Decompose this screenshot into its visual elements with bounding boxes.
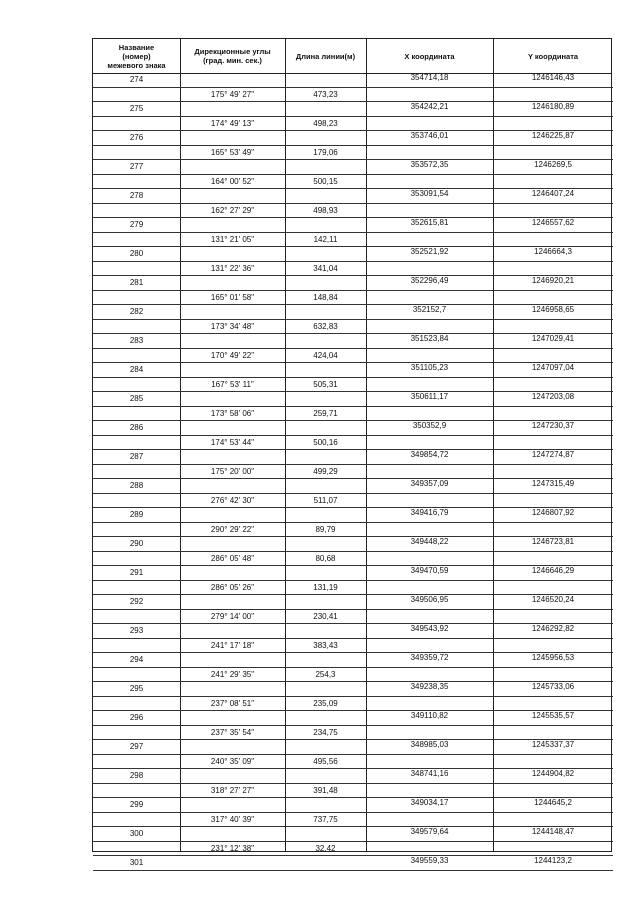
line-length-value: 32,42	[315, 843, 336, 853]
x-coordinate-value: 353746,01	[410, 131, 449, 140]
x-coordinate-value: 349506,95	[410, 595, 449, 604]
directional-angle-value: 231° 12' 38"	[210, 843, 255, 853]
y-coordinate-value: 1247315,49	[531, 479, 575, 488]
row-rule	[93, 435, 613, 436]
directional-angle-value: 165° 01' 58"	[210, 292, 255, 302]
y-coordinate-value: 1245337,37	[531, 740, 575, 749]
x-coordinate-value: 349110,82	[410, 711, 449, 720]
y-coordinate-value: 1245535,57	[531, 711, 575, 720]
x-coordinate-value: 354714,18	[410, 73, 449, 82]
y-coordinate-value: 1246269,5	[534, 160, 572, 169]
line-length-value: 498,93	[313, 205, 338, 215]
directional-angle-value: 165° 53' 49"	[210, 147, 255, 157]
line-length-value: 500,16	[313, 437, 338, 447]
y-coordinate-value: 1247203,08	[531, 392, 575, 401]
line-length-value: 148,84	[313, 292, 338, 302]
line-length-value: 230,41	[313, 611, 338, 621]
point-number: 280	[129, 249, 144, 258]
directional-angle-value: 237° 35' 54"	[210, 727, 255, 737]
line-length-value: 383,43	[313, 640, 338, 650]
line-length-value: 499,29	[313, 466, 338, 476]
point-number: 296	[129, 713, 144, 722]
y-coordinate-value: 1244123,2	[534, 856, 572, 865]
point-number: 285	[129, 394, 144, 403]
point-number: 292	[129, 597, 144, 606]
directional-angle-value: 237° 08' 51"	[210, 698, 255, 708]
directional-angle-value: 286° 05' 26"	[210, 582, 255, 592]
row-rule	[93, 261, 613, 262]
line-length-value: 341,04	[313, 263, 338, 273]
y-coordinate-value: 1246225,87	[531, 131, 575, 140]
y-coordinate-value: 1246920,21	[531, 276, 575, 285]
y-coordinate-value: 1246723,81	[531, 537, 575, 546]
boundary-coordinates-table	[92, 38, 612, 867]
line-length-value: 473,23	[313, 89, 338, 99]
header-x-text: X координата	[404, 51, 455, 61]
x-coordinate-value: 352521,92	[410, 247, 449, 256]
x-coordinate-value: 350611,17	[410, 392, 449, 401]
y-coordinate-value: 1246407,24	[531, 189, 575, 198]
point-number: 289	[129, 510, 144, 519]
x-coordinate-value: 349359,72	[410, 653, 449, 662]
point-number: 290	[129, 539, 144, 548]
row-rule	[93, 464, 613, 465]
row-rule	[93, 870, 613, 871]
row-rule	[93, 319, 613, 320]
line-length-value: 179,06	[313, 147, 338, 157]
y-coordinate-value: 1246664,3	[534, 247, 572, 256]
row-rule	[93, 783, 613, 784]
header-point-name-line1: Название	[118, 42, 155, 52]
x-coordinate-value: 349416,79	[410, 508, 449, 517]
directional-angle-value: 164° 00' 52"	[210, 176, 255, 186]
x-coordinate-value: 349034,17	[410, 798, 449, 807]
line-length-value: 391,48	[313, 785, 338, 795]
row-rule	[93, 116, 613, 117]
y-coordinate-value: 1246146,43	[531, 73, 575, 82]
y-coordinate-value: 1244645,2	[534, 798, 572, 807]
header-point-name-line3: межевого знака	[107, 60, 166, 70]
y-coordinate-value: 1247274,87	[531, 450, 575, 459]
header-y-text: Y координата	[527, 51, 579, 61]
directional-angle-value: 279° 14' 00"	[210, 611, 255, 621]
point-number: 301	[129, 858, 144, 867]
row-rule	[93, 725, 613, 726]
directional-angle-value: 175° 20' 00"	[210, 466, 255, 476]
header-directional-angles	[180, 39, 285, 73]
header-angles-line2: (град. мин. сек.)	[203, 56, 262, 65]
directional-angle-value: 131° 22' 36"	[210, 263, 255, 273]
line-length-value: 80,68	[315, 553, 336, 563]
point-number: 287	[129, 452, 144, 461]
point-number: 274	[129, 75, 144, 84]
directional-angle-value: 317° 40' 39"	[210, 814, 255, 824]
header-point-name	[93, 39, 180, 73]
point-number: 286	[129, 423, 144, 432]
line-length-value: 498,23	[313, 118, 338, 128]
directional-angle-value: 276° 42' 30"	[210, 495, 255, 505]
directional-angle-value: 174° 53' 44"	[210, 437, 255, 447]
row-rule	[93, 377, 613, 378]
x-coordinate-value: 349559,33	[410, 856, 449, 865]
line-length-value: 424,04	[313, 350, 338, 360]
x-coordinate-value: 349579,64	[410, 827, 449, 836]
line-length-value: 259,71	[313, 408, 338, 418]
directional-angle-value: 173° 34' 48"	[210, 321, 255, 331]
directional-angle-value: 131° 21' 05"	[210, 234, 255, 244]
x-coordinate-value: 352615,81	[410, 218, 449, 227]
row-rule	[93, 406, 613, 407]
directional-angle-value: 170° 49' 22"	[210, 350, 255, 360]
point-number: 291	[129, 568, 144, 577]
directional-angle-value: 286° 05' 48"	[210, 553, 255, 563]
line-length-value: 254,3	[315, 669, 336, 679]
point-number: 284	[129, 365, 144, 374]
row-rule	[93, 174, 613, 175]
line-length-value: 142,11	[313, 234, 338, 244]
row-rule	[93, 493, 613, 494]
row-rule	[93, 812, 613, 813]
point-number: 295	[129, 684, 144, 693]
header-angles-line1: Дирекционные углы	[194, 47, 271, 56]
directional-angle-value: 167° 53' 11"	[211, 379, 254, 389]
x-coordinate-value: 348985,03	[410, 740, 449, 749]
row-rule	[93, 609, 613, 610]
line-length-value: 511,07	[313, 495, 338, 505]
line-length-value: 500,15	[313, 176, 338, 186]
line-length-value: 131,19	[313, 582, 338, 592]
header-length-text: Длина линии(м)	[295, 51, 356, 61]
line-length-value: 737,75	[313, 814, 338, 824]
y-coordinate-value: 1244904,82	[531, 769, 575, 778]
y-coordinate-value: 1246646,29	[531, 566, 575, 575]
x-coordinate-value: 351105,23	[410, 363, 449, 372]
line-length-value: 632,83	[313, 321, 338, 331]
y-coordinate-value: 1246520,24	[531, 595, 575, 604]
x-coordinate-value: 348741,16	[410, 769, 449, 778]
point-number: 283	[129, 336, 144, 345]
line-length-value: 505,31	[313, 379, 338, 389]
line-length-value: 234,75	[313, 727, 338, 737]
header-y-coordinate	[493, 39, 613, 73]
point-number: 294	[129, 655, 144, 664]
line-length-value: 495,56	[313, 756, 338, 766]
point-number: 297	[129, 742, 144, 751]
x-coordinate-value: 350352,9	[412, 421, 447, 430]
row-rule	[93, 638, 613, 639]
point-number: 298	[129, 771, 144, 780]
row-rule	[93, 348, 613, 349]
point-number: 278	[129, 191, 144, 200]
y-coordinate-value: 1246807,92	[531, 508, 575, 517]
directional-angle-value: 318° 27' 27"	[210, 785, 255, 795]
y-coordinate-value: 1246958,65	[531, 305, 575, 314]
directional-angle-value: 240° 35' 09"	[210, 756, 255, 766]
directional-angle-value: 162° 27' 29"	[210, 205, 255, 215]
row-rule	[93, 522, 613, 523]
row-rule	[93, 232, 613, 233]
point-number: 300	[129, 829, 144, 838]
header-point-name-line2: (номер)	[122, 51, 151, 61]
point-number: 276	[129, 133, 144, 142]
row-rule	[93, 290, 613, 291]
row-rule	[93, 841, 613, 842]
y-coordinate-value: 1246557,62	[531, 218, 575, 227]
directional-angle-value: 241° 17' 18"	[210, 640, 255, 650]
y-coordinate-value: 1244148,47	[531, 827, 575, 836]
point-number: 277	[129, 162, 144, 171]
row-rule	[93, 754, 613, 755]
x-coordinate-value: 349448,22	[410, 537, 449, 546]
point-number: 279	[129, 220, 144, 229]
y-coordinate-value: 1247029,41	[531, 334, 575, 343]
point-number: 299	[129, 800, 144, 809]
y-coordinate-value: 1245956,53	[531, 653, 575, 662]
point-number: 293	[129, 626, 144, 635]
x-coordinate-value: 353091,54	[410, 189, 449, 198]
point-number: 281	[129, 278, 144, 287]
y-coordinate-value: 1247097,04	[531, 363, 575, 372]
line-length-value: 235,09	[313, 698, 338, 708]
line-length-value: 89,79	[315, 524, 336, 534]
y-coordinate-value: 1246292,82	[531, 624, 575, 633]
header-line-length	[285, 39, 366, 73]
directional-angle-value: 174° 49' 13"	[210, 118, 255, 128]
row-rule	[93, 667, 613, 668]
point-number: 288	[129, 481, 144, 490]
directional-angle-value: 173° 58' 06"	[210, 408, 255, 418]
directional-angle-value: 175° 49' 27"	[210, 89, 255, 99]
y-coordinate-value: 1246180,89	[531, 102, 575, 111]
row-rule	[93, 580, 613, 581]
y-coordinate-value: 1245733,06	[531, 682, 575, 691]
x-coordinate-value: 349238,35	[410, 682, 449, 691]
x-coordinate-value: 349357,09	[410, 479, 449, 488]
x-coordinate-value: 354242,21	[410, 102, 449, 111]
x-coordinate-value: 349470,59	[410, 566, 449, 575]
y-coordinate-value: 1247230,37	[531, 421, 575, 430]
x-coordinate-value: 352296,49	[410, 276, 449, 285]
header-x-coordinate	[366, 39, 493, 73]
row-rule	[93, 696, 613, 697]
row-rule	[93, 145, 613, 146]
point-number: 282	[129, 307, 144, 316]
row-rule	[93, 203, 613, 204]
directional-angle-value: 241° 29' 35"	[210, 669, 255, 679]
row-rule	[93, 87, 613, 88]
point-number: 275	[129, 104, 144, 113]
x-coordinate-value: 353572,35	[410, 160, 449, 169]
x-coordinate-value: 352152,7	[412, 305, 447, 314]
row-rule	[93, 551, 613, 552]
x-coordinate-value: 349543,92	[410, 624, 449, 633]
directional-angle-value: 290° 29' 22"	[210, 524, 255, 534]
x-coordinate-value: 351523,84	[410, 334, 449, 343]
x-coordinate-value: 349854,72	[410, 450, 449, 459]
